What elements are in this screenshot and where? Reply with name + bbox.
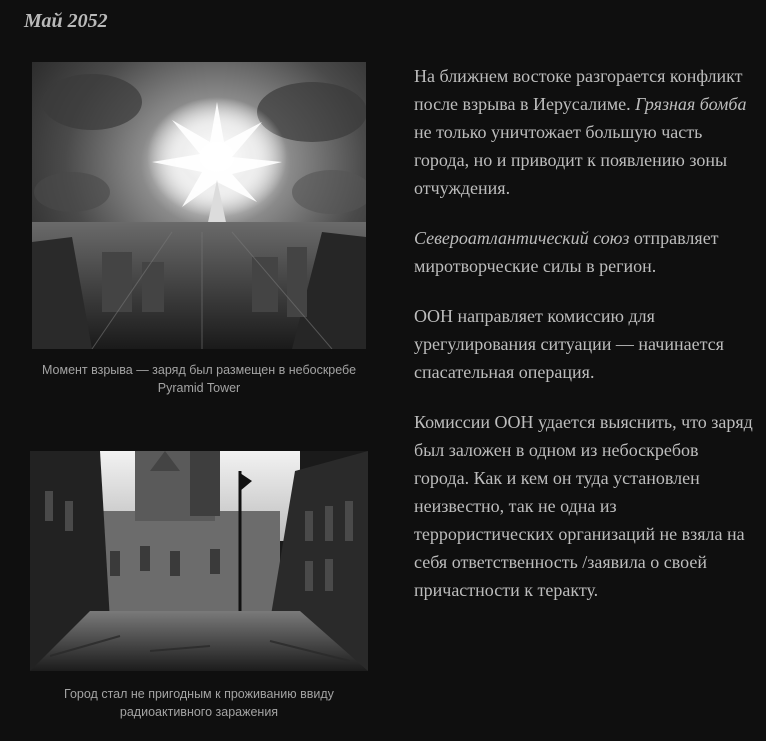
nato-emphasis: Североатлантический союз bbox=[414, 228, 630, 248]
paragraph-1: На ближнем востоке разгорается конфликт после взрыва в Иерусалиме. Грязная бомба не только уничтожает большую часть города, но и приводит к появлению зоны отчуждения. bbox=[414, 66, 747, 198]
page-title: Май 2052 bbox=[24, 10, 108, 32]
ruined-city-photo-caption: Город стал не пригодным к проживанию ввиду радиоактивного заражения bbox=[64, 687, 334, 719]
article-text bbox=[414, 62, 754, 626]
explosion-photo bbox=[32, 62, 366, 349]
paragraph-3: ООН направляет комиссию для урегулирования ситуации — начинается спасательная операция. bbox=[414, 306, 724, 382]
explosion-photo-caption: Момент взрыва — заряд был размещен в небоскребе Pyramid Tower bbox=[41, 363, 357, 395]
dirty-bomb-emphasis: Грязная бомба bbox=[635, 94, 747, 114]
paragraph-2: Североатлантический союз отправляет миротворческие силы в регион. bbox=[414, 228, 719, 276]
paragraph-4: Комиссии ООН удается выяснить, что заряд был заложен в одном из небоскребов города. Как и кем он туда установлен неизвестно, так не одна из террористических организаций не взяла на себя ответственность /заявила о своей причастности к теракту. bbox=[414, 412, 753, 600]
ruined-city-photo bbox=[30, 451, 368, 671]
